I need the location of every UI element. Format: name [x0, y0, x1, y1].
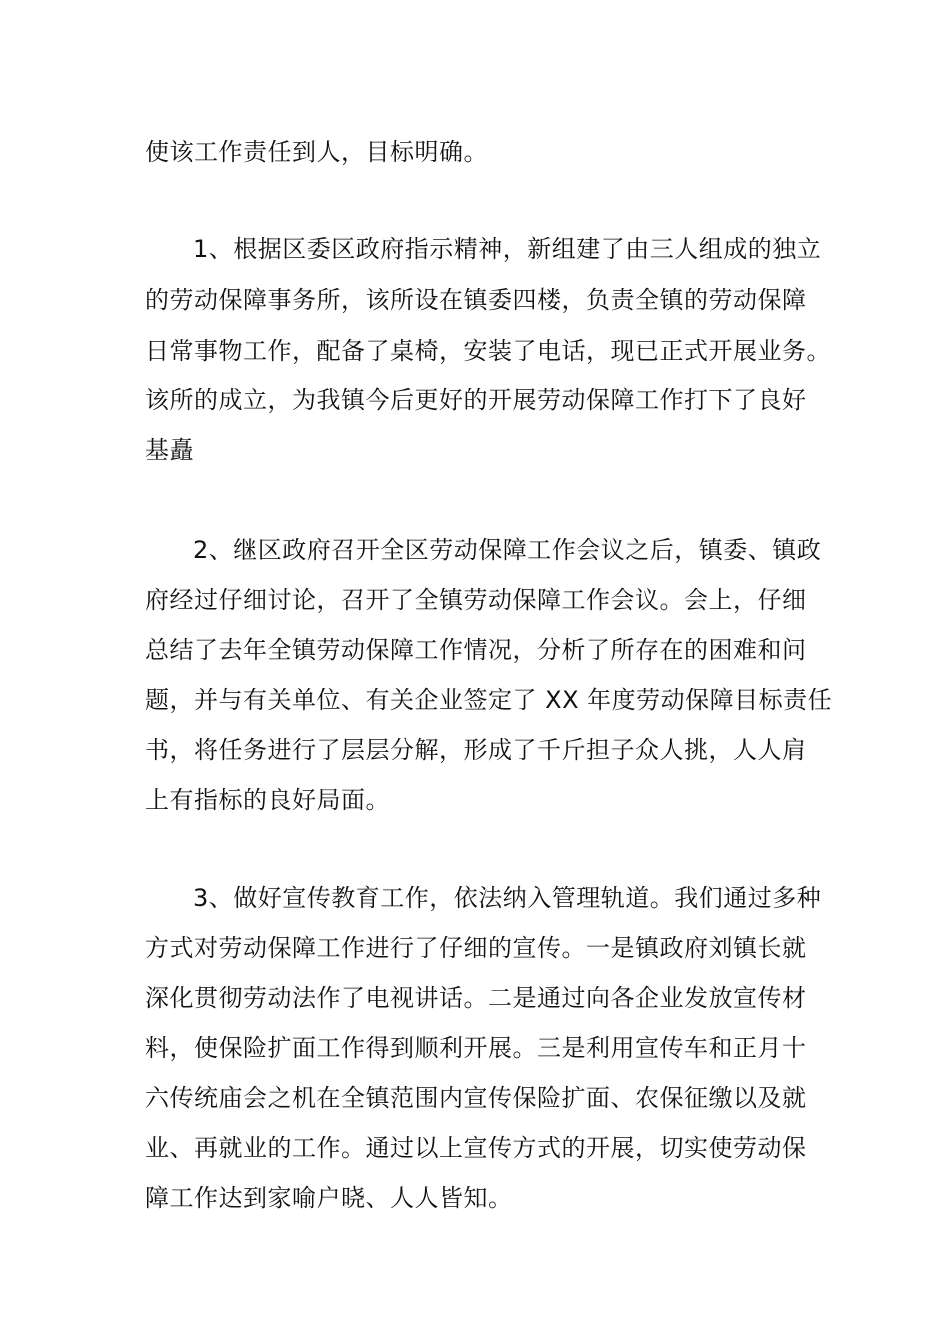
paragraph-3-line-5: 六传统庙会之机在全镇范围内宣传保险扩面、农保征缴以及就	[145, 1084, 807, 1112]
paragraph-3-line-4: 料，使保险扩面工作得到顺利开展。三是利用宣传车和正月十	[145, 1034, 807, 1062]
paragraph-1-line-3: 日常事物工作，配备了桌椅，安装了电话，现已正式开展业务。	[145, 337, 831, 365]
paragraph-1-line-2: 的劳动保障事务所，该所设在镇委四楼，负责全镇的劳动保障	[145, 286, 807, 314]
paragraph-2-line-4: 题，并与有关单位、有关企业签定了 XX 年度劳动保障目标责任	[145, 686, 833, 714]
paragraph-1-line-5: 基矗	[145, 436, 194, 464]
paragraph-2-line-5: 书，将任务进行了层层分解，形成了千斤担子众人挑，人人肩	[145, 736, 807, 764]
paragraph-2-line-6: 上有指标的良好局面。	[145, 786, 390, 814]
paragraph-2-line-2: 府经过仔细讨论，召开了全镇劳动保障工作会议。会上，仔细	[145, 586, 807, 614]
paragraph-0-line-1: 使该工作责任到人，目标明确。	[145, 138, 488, 166]
paragraph-3-line-6: 业、再就业的工作。通过以上宣传方式的开展，切实使劳动保	[145, 1134, 807, 1162]
paragraph-2-line-1: 2、继区政府召开全区劳动保障工作会议之后，镇委、镇政	[193, 536, 822, 564]
paragraph-1-line-4: 该所的成立，为我镇今后更好的开展劳动保障工作打下了良好	[145, 386, 807, 414]
paragraph-3-line-7: 障工作达到家喻户晓、人人皆知。	[145, 1184, 513, 1212]
paragraph-2-line-3: 总结了去年全镇劳动保障工作情况，分析了所存在的困难和问	[145, 636, 807, 664]
paragraph-3-line-2: 方式对劳动保障工作进行了仔细的宣传。一是镇政府刘镇长就	[145, 934, 807, 962]
paragraph-3-line-1: 3、做好宣传教育工作，依法纳入管理轨道。我们通过多种	[193, 884, 822, 912]
paragraph-1-line-1: 1、根据区委区政府指示精神，新组建了由三人组成的独立	[193, 235, 822, 263]
paragraph-3-line-3: 深化贯彻劳动法作了电视讲话。二是通过向各企业发放宣传材	[145, 984, 807, 1012]
